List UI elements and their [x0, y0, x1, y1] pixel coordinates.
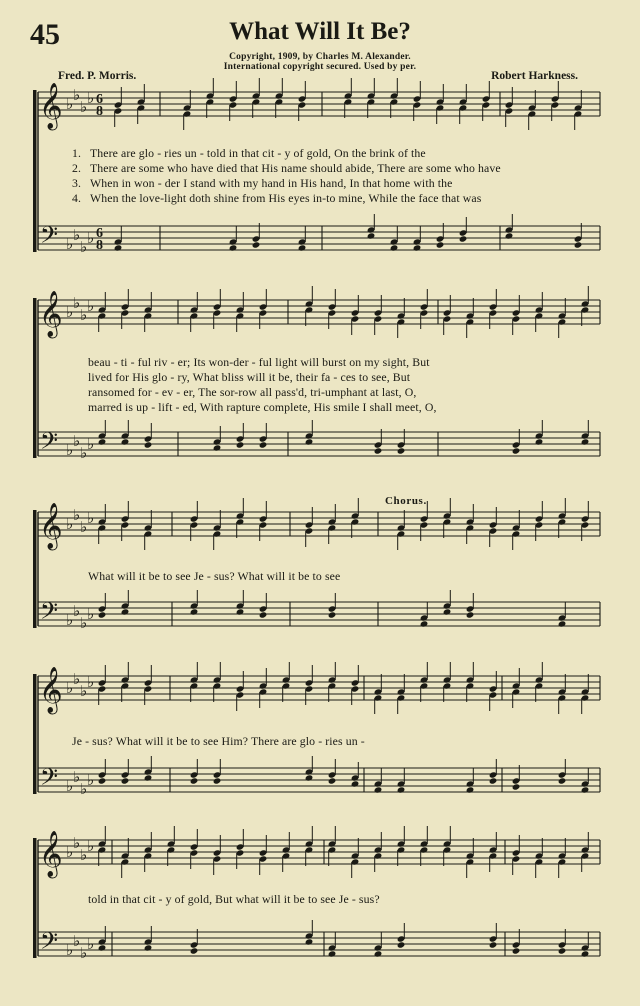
- system-3-bass-note: [558, 620, 567, 627]
- system-4-key-flat-icon: ♭: [73, 670, 81, 688]
- system-1-bass-note: [413, 244, 422, 251]
- system-2-bass-note: [259, 441, 268, 448]
- system-4-bass-note: [351, 780, 360, 787]
- system-2-bass-note: [121, 438, 130, 445]
- system-1-bass-note: [252, 241, 261, 248]
- system-2-bass-note: [397, 447, 406, 454]
- system-5-bass-note: [558, 947, 567, 954]
- system-5-key-flat-icon: ♭: [66, 941, 74, 959]
- verse-1-line-2: beau - ti - ful riv - er; Its won-der - ful light will burst on my sight, But: [88, 355, 430, 369]
- system-3-bass-note: [98, 611, 107, 618]
- system-5-bass-note: [328, 950, 337, 957]
- verse-3-line-2: ransomed for - ev - er, The sor-row all pass'd, tri-umphant at last, O,: [88, 385, 417, 399]
- system-2-bass-note: [512, 447, 521, 454]
- system-4-bass-note: [489, 777, 498, 784]
- system-4-treble-clef-icon: 𝄞: [39, 667, 63, 713]
- system-2-bass-note: [581, 438, 590, 445]
- time-signature-treble-top: 6: [96, 92, 103, 107]
- chorus-line-1: What will it be to see Je - sus? What will it be to see: [88, 569, 341, 583]
- system-5-bass-note: [98, 944, 107, 951]
- verse-2-line-2: lived for His glo - ry, What bliss will it be, their fa - ces to see, But: [88, 370, 411, 384]
- system-5-bass-note: [489, 941, 498, 948]
- system-3-key-flat-icon: ♭: [87, 509, 95, 527]
- system-2-key-flat-icon: ♭: [66, 303, 74, 321]
- system-1-key-flat-icon: ♭: [73, 226, 81, 244]
- lyricist-credit: Fred. P. Morris.: [58, 70, 137, 82]
- system-3-key-flat-icon: ♭: [73, 506, 81, 524]
- system-5-key-flat-icon: ♭: [80, 944, 88, 962]
- system-4-bass-note: [144, 774, 153, 781]
- system-4-bass-note: [374, 786, 383, 793]
- system-3-key-flat-icon: ♭: [80, 614, 88, 632]
- system-1-bass-note: [114, 244, 123, 251]
- system-1-key-flat-icon: ♭: [87, 229, 95, 247]
- verse-4-line-2: marred is up - lift - ed, With rapture complete, His smile I shall meet, O,: [88, 400, 437, 414]
- system-3-bass-note: [259, 611, 268, 618]
- time-signature-bass-bottom: 8: [96, 238, 103, 253]
- system-4-bass-note: [512, 783, 521, 790]
- system-4-bass-clef-icon: 𝄢: [40, 763, 59, 796]
- system-1-key-flat-icon: ♭: [73, 86, 81, 104]
- system-2-key-flat-icon: ♭: [80, 306, 88, 324]
- system-1-bass-note: [505, 232, 514, 239]
- system-3-key-flat-icon: ♭: [66, 611, 74, 629]
- verse-4-line-1: 4. When the love-light doth shine from His eyes in-to mine, While the face that was: [72, 191, 482, 205]
- system-4-key-flat-icon: ♭: [66, 777, 74, 795]
- copyright-line: Copyright, 1909, by Charles M. Alexander.: [229, 52, 411, 62]
- system-4-key-flat-icon: ♭: [66, 679, 74, 697]
- system-4-bass-note: [213, 777, 222, 784]
- system-1-key-flat-icon: ♭: [66, 235, 74, 253]
- time-signature-bass-top: 6: [96, 226, 103, 241]
- system-1-key-flat-icon: ♭: [87, 89, 95, 107]
- system-1-key-flat-icon: ♭: [80, 238, 88, 256]
- system-2-bass-clef-icon: 𝄢: [40, 427, 59, 460]
- system-4-bass-note: [466, 786, 475, 793]
- system-5-bass-clef-icon: 𝄢: [40, 927, 59, 960]
- system-5-bass-note: [190, 947, 199, 954]
- system-1-bass-clef-icon: 𝄢: [40, 221, 59, 254]
- system-5-bass-note: [581, 950, 590, 957]
- system-1-bass-note: [367, 232, 376, 239]
- system-5-treble-clef-icon: 𝄞: [39, 831, 63, 877]
- system-2-bass-note: [144, 441, 153, 448]
- system-5-key-flat-icon: ♭: [73, 834, 81, 852]
- system-3-treble-clef-icon: 𝄞: [39, 503, 63, 549]
- verse-3-line-1: 3. When in won - der I stand with my hand in His hand, In that home with the: [72, 176, 453, 190]
- hymn-number: 45: [30, 18, 60, 51]
- system-4-bass-note: [397, 786, 406, 793]
- system-1-bass-note: [459, 235, 468, 242]
- system-5-key-flat-icon: ♭: [80, 846, 88, 864]
- system-2-key-flat-icon: ♭: [73, 294, 81, 312]
- system-5-bass-note: [144, 944, 153, 951]
- chorus-line-2: Je - sus? What will it be to see Him? There are glo - ries un -: [72, 734, 365, 748]
- system-2-bass-note: [535, 438, 544, 445]
- system-4-key-flat-icon: ♭: [80, 682, 88, 700]
- system-5-key-flat-icon: ♭: [87, 837, 95, 855]
- system-3-bass-note: [466, 611, 475, 618]
- system-2-key-flat-icon: ♭: [66, 441, 74, 459]
- system-4-bass-note: [328, 777, 337, 784]
- system-3-brace: [33, 510, 37, 628]
- system-3-bass-note: [121, 608, 130, 615]
- hymn-title: What Will It Be?: [229, 18, 411, 45]
- system-3-bass-note: [420, 620, 429, 627]
- system-3-bass-clef-icon: 𝄢: [40, 597, 59, 630]
- system-4-bass-note: [305, 774, 314, 781]
- system-4-bass-note: [558, 777, 567, 784]
- system-5-key-flat-icon: ♭: [66, 843, 74, 861]
- system-1-bass-note: [574, 241, 583, 248]
- system-2-bass-note: [236, 441, 245, 448]
- system-1-key-flat-icon: ♭: [66, 95, 74, 113]
- system-2-bass-note: [305, 438, 314, 445]
- chorus-label: Chorus.: [385, 495, 427, 507]
- system-5-bass-note: [374, 950, 383, 957]
- system-4-brace: [33, 674, 37, 794]
- system-3-bass-note: [328, 611, 337, 618]
- system-3-key-flat-icon: ♭: [73, 602, 81, 620]
- system-5-bass-note: [397, 941, 406, 948]
- system-4-bass-note: [581, 786, 590, 793]
- system-4-key-flat-icon: ♭: [80, 780, 88, 798]
- system-3-bass-note: [443, 608, 452, 615]
- system-2-key-flat-icon: ♭: [87, 435, 95, 453]
- composer-credit: Robert Harkness.: [491, 70, 578, 82]
- system-2-brace: [33, 298, 37, 458]
- system-1-bass-note: [298, 244, 307, 251]
- system-2-bass-note: [374, 447, 383, 454]
- system-4-key-flat-icon: ♭: [73, 768, 81, 786]
- system-1-brace: [33, 90, 37, 252]
- system-3-key-flat-icon: ♭: [66, 515, 74, 533]
- system-2-key-flat-icon: ♭: [73, 432, 81, 450]
- system-2-treble-clef-icon: 𝄞: [39, 291, 63, 337]
- system-5-bass-note: [305, 938, 314, 945]
- system-1-treble-clef-icon: 𝄞: [39, 83, 63, 129]
- system-3-key-flat-icon: ♭: [80, 518, 88, 536]
- system-3-key-flat-icon: ♭: [87, 605, 95, 623]
- system-4-key-flat-icon: ♭: [87, 673, 95, 691]
- system-4-bass-note: [121, 777, 130, 784]
- system-5-brace: [33, 838, 37, 958]
- system-3-bass-note: [236, 608, 245, 615]
- chorus-line-3: told in that cit - y of gold, But what will it be to see Je - sus?: [88, 892, 380, 906]
- verse-2-line-1: 2. There are some who have died that His name should abide, There are some who have: [72, 161, 501, 175]
- system-2-key-flat-icon: ♭: [87, 297, 95, 315]
- system-1-key-flat-icon: ♭: [80, 98, 88, 116]
- system-2-bass-note: [213, 444, 222, 451]
- system-2-key-flat-icon: ♭: [80, 444, 88, 462]
- copyright-secured-line: International copyright secured. Used by per.: [223, 62, 417, 72]
- system-1-bass-note: [390, 244, 399, 251]
- time-signature-treble-bottom: 8: [96, 104, 103, 119]
- system-4-key-flat-icon: ♭: [87, 771, 95, 789]
- system-1-bass-note: [229, 244, 238, 251]
- system-5-bass-note: [512, 947, 521, 954]
- system-5-key-flat-icon: ♭: [73, 932, 81, 950]
- system-4-bass-note: [98, 777, 107, 784]
- system-5-key-flat-icon: ♭: [87, 935, 95, 953]
- system-3-bass-note: [190, 608, 199, 615]
- system-1-bass-note: [436, 241, 445, 248]
- system-4-bass-note: [190, 777, 199, 784]
- system-2-bass-note: [98, 438, 107, 445]
- verse-1-line-1: 1. There are glo - ries un - told in that cit - y of gold, On the brink of the: [72, 146, 426, 160]
